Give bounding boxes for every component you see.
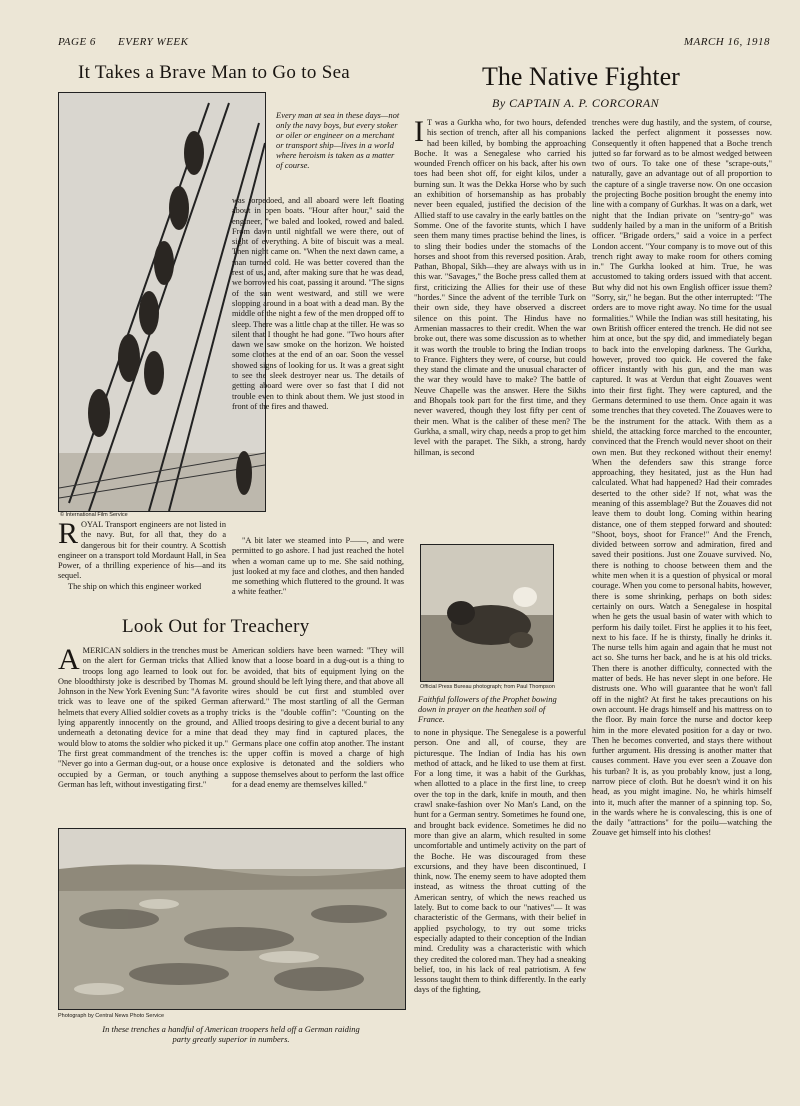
dropcap-a: A [58, 646, 80, 676]
article-sea-column-2 [232, 196, 404, 536]
caption-prayer: Faithful followers of the Prophet bowing down in prayer on the heathen soil of France. [418, 694, 557, 724]
article-native-column-1 [414, 118, 586, 536]
article-title-sea: It Takes a Brave Man to Go to Sea [78, 62, 351, 83]
native-column-2-text: trenches were dug hastily, and the system, of course, lacked the perfect alignment it possesses now. Consequently it often happened that a Boche trench jutted so far forward as to be almost wedged between two of ours. To take one of these "scrape-outs," naturally, gave an advantage out of all proportion to the capture of a single traverse now. On one occasion the projecting Boche position brought the enemy into line with a company of Gurkhas. It was on a dark, wet night that the Indian private on "sentry-go" was suddenly hailed by a man in the uniform of a British officer. "Brigade orders," said a voice in a perfect London accent. "Your company is to move out of this trench right away to make room for others coming in." The Gurkha looked at him. True, he was accustomed to taking orders issued with that accent. But why did not his own English officer issue them? "Sorry, sir," he began. But the other interrupted: "The orders are to move right away. No time for the usual formalities." While the Indian was still hesitating, his own British officer entered the trench. He did not see him at once, but the spy did, and immediately began to back into the enveloping darkness. The Gurkha, however, proved too quick. He covered the fake officer instantly with his gun, and the man was captured. It was at Verdun that eight Zouaves went into their first fight. They were captured, and the Germans determined to use them. Once again it was some trenches that they coveted. The Zouaves were to be the instrument for the attack. With them as a shield, the attacking force marched to the encounter, convinced that the French would never shoot on their own men. But they reckoned without their enemy! When the defenders saw this strange force approaching, they hesitated, just as the Hun had calculated. What had happened? Had their comrades deserted to the other side? If not, what was the meaning of this assemblage? But the Zouaves did not leave them to doubt long. Coming within hearing distance, one of them stepped forward and shouted: "Shoot, boys, shoot for France!" And the French, divided between sorrow and admiration, fired and saved their positions. Just one Zouave survived. No, there is nothing to choose between them and the white men when it is a question of physical or moral courage. When you come to personal habits, however, there is some shrinking, perhaps on both sides: certainly on ours. Watch a Senegalese in hospital when he gets the usual basin of water with which to perform his daily toilet. First he applies it to his feet, next to his face. If he is thirsty, finally he drinks it. The nurse tells him again and again that he must not act so. She turns her back, and he is at his old tricks. Then there is another difficulty, connected with the matter of beds. He has never slept in one before. He distrusts one. Who will guarantee that he won't fall off in the night? At first he takes precautions on his own account. He drags himself and his mattress on to the floor. By main force the nurse and doctor keep him in the more elevated position for a day or two. Then he becomes converted, and stays there without further argument. His dressing is another matter that causes comment. Have you ever seen a Zouave don his turban? It is, as you probably know, just a long, narrow piece of cloth. But he doesn't wind it on his head, as you might imagine. No, he whirls himself into it, much after the manner of a spinning top. So, in the wards where he is convalescing, this is one of the daily "attractions" for the poilu—watching the Zouave get himself into his clothes! [592, 118, 772, 838]
treachery-column-2-text: American soldiers have been warned: "They will know that a loose board in a dug-out is a thing to be avoided, that bits of equipment lying on the ground should be left lying there, and that above all wires should be cut first and stumbled over afterward." The most startling of all the German tricks is the "double coffin": "Counting on the Allied troops desiring to give a decent burial to any dead they may find in captured places, the Germans place one coffin atop another. The instant the upper coffin is moved a charge of high explosive is detonated and the soldiers who suppose themselves about to perform the last office for a dead enemy are themselves killed." [232, 646, 404, 789]
sea-column-2b-text: "A bit later we steamed into P——, and were permitted to go ashore. I had just reached the hotel when a woman came up to me. She said nothing, just looked at my face and clothes, and then handed me something which fluttered to the ground. It was a white feather." [232, 536, 404, 597]
sea-paragraph-1: OYAL Transport engineers are not listed in the navy. But, for all that, they do a dangerous bit for their country. A Scottish engineer on a transport told Mordaunt Hall, in Sea Power, of a thrilling experience of his—and its sequel. [58, 520, 226, 581]
trench-landscape-illustration [59, 829, 405, 1009]
photo-prayer [420, 544, 554, 682]
article-title-native-fighter: The Native Fighter [482, 62, 680, 91]
article-native-column-2 [592, 118, 772, 1044]
dropcap-r: R [58, 520, 79, 550]
sea-column-2-text: was torpedoed, and all aboard were left floating about in open boats. "Hour after hour," said the engineer, "we baled and looked, rowed and baled. From dawn until nightfall we were there, out of sight of everything. A bite of biscuit was a meal. Then night came on. "When the next dawn came, a man turned cold. He was better covered than the rest of us, and, after making sure that he was dead, we borrowed his coat, passing it around. "The signs of the sun went westward, and still we were slopping around in a boat with a dead man. By the middle of the night a few of the men dropped off to sleep. There was a little chap at the tiller. He was so silent that I thought he had gone. "Two hours after dawn we saw smoke on the horizon. We hoisted some clothes at the end of an oar. Soon the vessel showed signs of looking for us. It was a great sight to see the sleek destroyer near us. The details of getting aboard were over so fast that I did not trouble even to think about them. We just stood in front of the fires and thawed. [232, 196, 404, 411]
article-intro-sea: Every man at sea in these days—not only the navy boys, but every stoker or oiler or engineer on a merchant or transport ship—lives in a world where heroism is taken as a matter of course. [276, 110, 400, 170]
photo-trenches [58, 828, 406, 1010]
article-treachery-column-1 [58, 646, 228, 824]
article-treachery-column-2 [232, 646, 404, 824]
article-native-column-1b [414, 728, 586, 1044]
article-sea-column-2b [232, 536, 404, 610]
prayer-illustration [421, 545, 553, 681]
page-number: PAGE 6 [58, 36, 96, 48]
photo-credit-prayer: Official Press Bureau photograph; from Paul Thompson [420, 684, 555, 690]
sea-paragraph-2: The ship on which this engineer worked [68, 581, 202, 591]
treachery-column-1-text: MERICAN soldiers in the trenches must be on the alert for German tricks that Allied troops long ago learned to look out for. One bloodthirsty joke is described by Thomas M. Johnson in the New York Evening Sun: "A favorite trick was to leave one of the spiked German helmets that every Allied soldier covets as a trophy lying apparently innocently on the ground, and underneath a detonating device for a mine that would blow to atoms the soldier who picked it up." The first great commandment of the trenches is: "Never go into a German dug-out, or a house once occupied by a German, or touch anything a German has left, without investigating first." [58, 646, 228, 789]
native-column-1-text: T was a Gurkha who, for two hours, defended his section of trench, after all his companions had been killed, by bombing the approaching Boche. It was a Senegalese who carried his wounded French officer on his back, after his own toes had been shot off, for eight kilos, under a burning sun. It was the Dekka Horse who by such an exhibition of horsemanship as has probably never been equaled, justified the decision of the Allied staff to use cavalry in the early battles on the Somme. One of the favorite stunts, which I have seen them many times practise behind the lines, is to sling their bodies under the stomachs of the horses and shoot from this reversed position. Arab, Pathan, Bhopal, Sikh—they are always with us in this war. "Savages," the Boche press called them at first, criticizing the Allies for their use of these "hordes." Since the advent of the terrible Turk on their own side, they have observed a discreet silence on this point. The Hindus have no Armenian massacres to their credit. When the war broke out, there was some discussion as to whether it was worth the trouble to bring the Indian troops to France. Fighters they were, of course, but could they stand the climate and the unusual character of the war they would have to make? The battle of Neuve Chapelle was the answer. Here the Sikhs and Bhopals took part for the first time, and they never wavered, though they lost fifty per cent of their men. What is the caliber of these men? The Gurkha, a small, wiry chap, needs a prop to get him level with the parapet. The Sikh, a strong, hardy hillman, is second [414, 118, 586, 457]
photo-credit-trenches: Photograph by Central News Photo Service [58, 1013, 165, 1019]
magazine-name: EVERY WEEK [118, 36, 189, 48]
caption-trenches: In these trenches a handful of American troopers held off a German raiding party greatly superior in numbers. [102, 1024, 360, 1044]
issue-date: MARCH 16, 1918 [683, 36, 770, 48]
article-title-treachery: Look Out for Treachery [122, 616, 310, 637]
native-column-1b-text: to none in physique. The Senegalese is a powerful person. One and all, of course, they are picturesque. The Indian of India has his own method of attack, and he liked to use them at first. For a long time, it was a habit of the Gurkhas, when allotted to a place in the first line, to creep over the top in the dark, knife in mouth, and then crawl snake-fashion over No Man's Land, on the hunt for a German sentry. Sometimes he found one, and brought back evidence. Sometimes he did no more than give an alarm, which resulted in some uncomfortable and untimely activity on the part of the Boche. He was discouraged from these excursions, and they have been discontinued, I think, now. The enemy seem to have adopted them instead, as witness the throat cutting of the American sentry, of which the news reached us lately. But to come back to our "natives"— It was characteristic of the Germans, with their belief in applied psychology, to try out some tricks especially adapted to their conception of the Indian mind. Credulity was a characteristic with which they credited the colored man. They had a sneaking belief, too, in his lack of real patriotism. A few lessons taught them to think differently. In the early days of the fighting, [414, 728, 586, 995]
photo-credit-sea: © International Film Service [60, 512, 128, 518]
article-sea-lead [58, 520, 226, 602]
article-byline: By CAPTAIN A. P. CORCORAN [492, 96, 660, 110]
dropcap-i: I [414, 118, 424, 148]
